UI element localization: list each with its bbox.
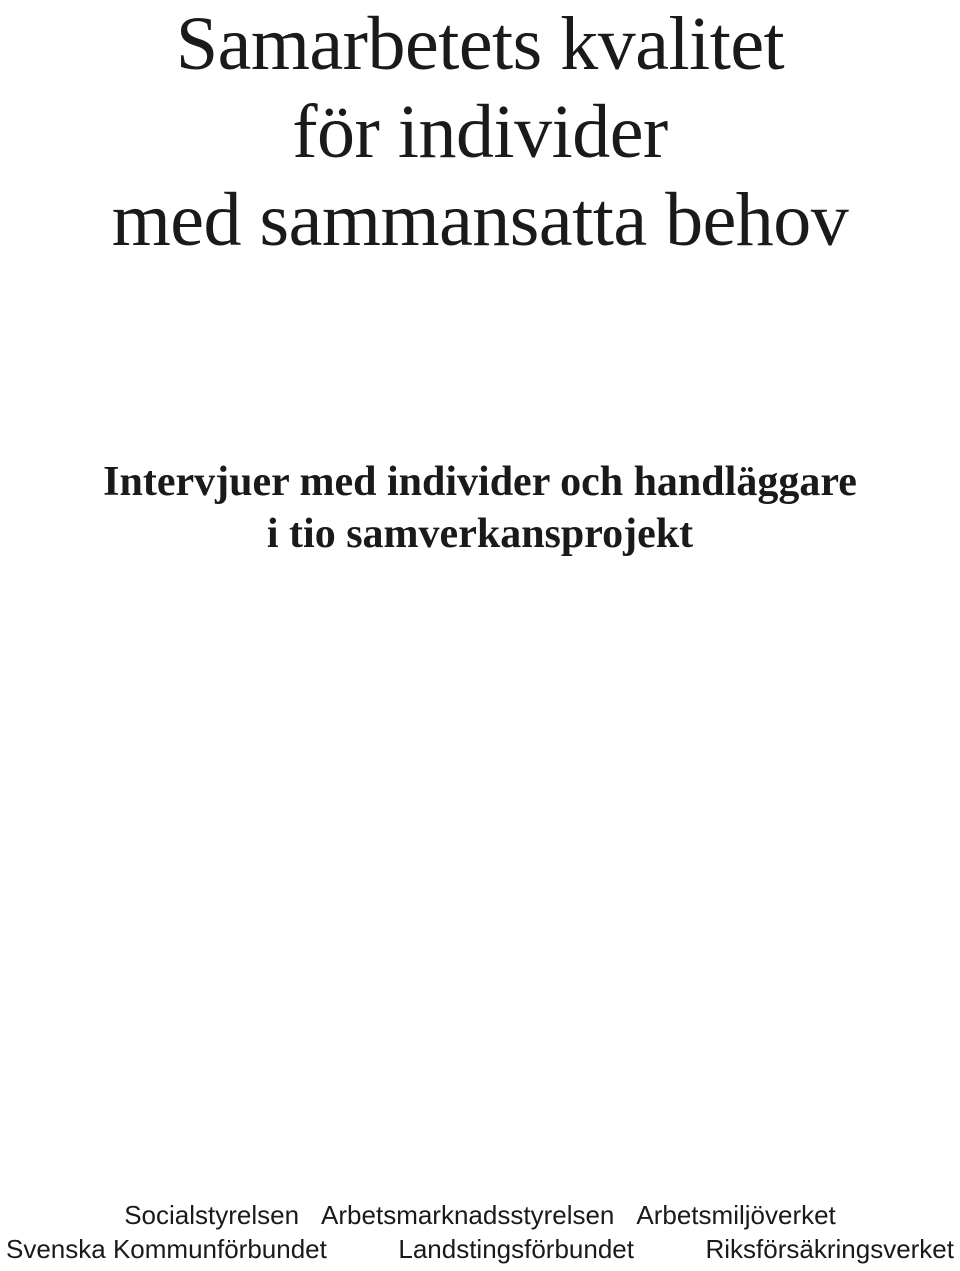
publisher-landstingsforbundet: Landstingsförbundet <box>398 1234 634 1264</box>
subtitle-line-1: Intervjuer med individer och handläggare <box>103 459 857 505</box>
publisher-list <box>0 1198 960 1266</box>
publisher-socialstyrelsen: Socialstyrelsen <box>124 1200 300 1230</box>
publisher-row-2 <box>0 1232 960 1266</box>
title-line-2: för individer <box>292 90 668 174</box>
subtitle-line-2: i tio samverkansprojekt <box>266 511 694 557</box>
publisher-riksforsakringsverket: Riksförsäkringsverket <box>705 1234 954 1264</box>
publisher-arbetsmarknadsstyrelsen: Arbetsmarknadsstyrelsen <box>321 1200 615 1230</box>
publisher-row-1 <box>0 1198 960 1232</box>
document-subtitle <box>0 456 960 560</box>
publisher-arbetsmiljoverket: Arbetsmiljöverket <box>636 1200 836 1230</box>
document-title <box>0 0 960 264</box>
publisher-svenska-kommunforbundet: Svenska Kommunförbundet <box>6 1234 327 1264</box>
title-line-3: med sammansatta behov <box>111 178 849 262</box>
title-line-1: Samarbetets kvalitet <box>175 2 785 86</box>
